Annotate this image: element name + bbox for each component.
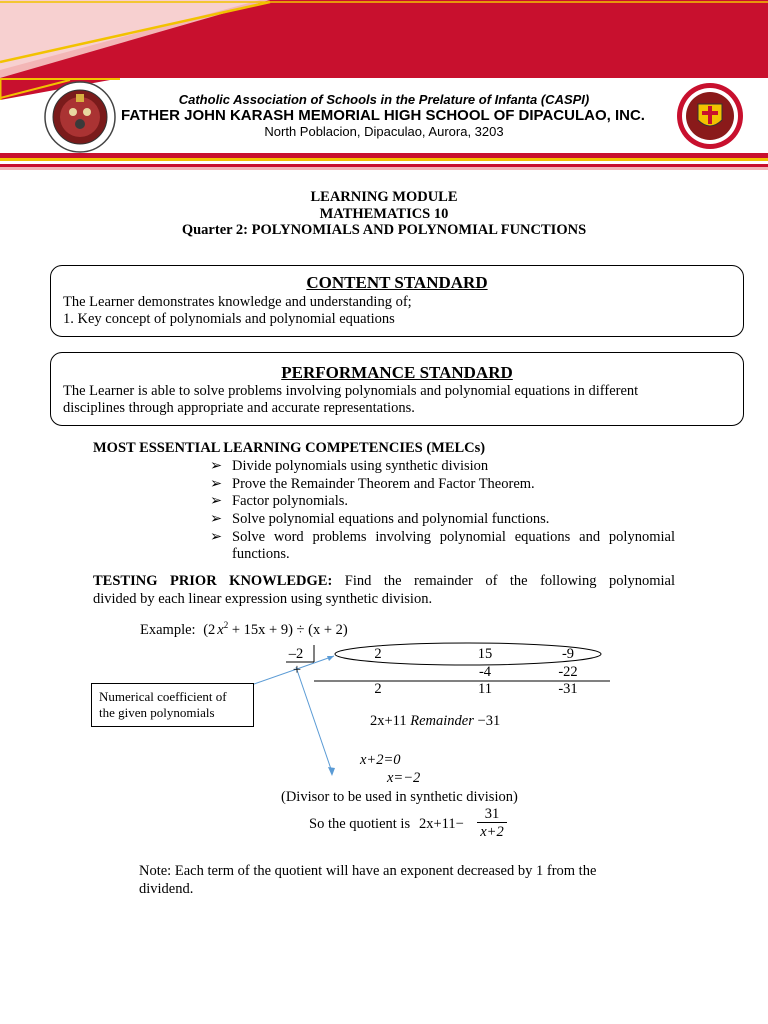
module-title: LEARNING MODULE [310, 189, 458, 205]
performance-standard-line1: The Learner is able to solve problems involving polynomials and polynomial equations in different [63, 383, 639, 399]
note-line1: Note: Each term of the quotient will have an exponent decreased by 1 from the [139, 863, 597, 879]
bullet-icon: ➢ [210, 493, 223, 509]
example-expr-b: + 15x + 9) ÷ (x + 2) [231, 621, 348, 638]
callout-line2: the given polynomials [99, 705, 215, 720]
bullet-icon: ➢ [210, 476, 223, 492]
coefficient-callout [91, 683, 254, 727]
divisor-equation: x+2=0 [360, 752, 401, 768]
quotient-remainder-line [370, 713, 500, 730]
example-exponent: 2 [223, 620, 229, 630]
module-subject: MATHEMATICS 10 [319, 206, 449, 222]
melc-item: Prove the Remainder Theorem and Factor Theorem. [232, 476, 535, 492]
quotient-expr: 2x+11 [370, 713, 407, 729]
melc-item: Factor polynomials. [232, 493, 348, 509]
coef-row2-b: -4 [478, 664, 492, 680]
melc-item: functions. [232, 546, 290, 562]
divisor-note: (Divisor to be used in synthetic division) [281, 789, 518, 805]
example-expr-a: (2 [203, 621, 216, 638]
testing-text2: divided by each linear expression using synthetic division. [93, 591, 433, 607]
fraction-numerator: 31 [477, 806, 507, 823]
coef-row2-c: -22 [558, 664, 578, 680]
callout-line1: Numerical coefficient of [99, 689, 227, 704]
testing-label: TESTING PRIOR KNOWLEDGE: [93, 573, 333, 589]
school-address: North Poblacion, Dipaculao, Aurora, 3203 [264, 124, 504, 139]
performance-standard-line2: disciplines through appropriate and accurate representations. [63, 400, 415, 416]
coef-row3-a: 2 [374, 681, 382, 697]
performance-standard-title: PERFORMANCE STANDARD [281, 363, 513, 382]
fraction [477, 806, 507, 841]
coef-row3-c: -31 [558, 681, 578, 697]
example-label: Example: [140, 621, 196, 638]
testing-text1: Find the remainder of the following polynomial [344, 573, 675, 589]
school-name: FATHER JOHN KARASH MEMORIAL HIGH SCHOOL OF DIPACULAO, INC. [121, 107, 645, 124]
remainder-word: Remainder [410, 713, 474, 729]
bullet-icon: ➢ [210, 458, 223, 474]
fraction-denominator: x+2 [480, 824, 504, 840]
content-standard-line1: The Learner demonstrates knowledge and understanding of; [63, 294, 412, 310]
melcs-heading: MOST ESSENTIAL LEARNING COMPETENCIES (MELCs) [93, 440, 486, 456]
module-quarter: Quarter 2: POLYNOMIALS AND POLYNOMIAL FUNCTIONS [181, 222, 587, 238]
remainder-value: −31 [477, 713, 501, 729]
so-text: So the quotient is [309, 816, 411, 832]
coef-row1-b: 15 [477, 646, 493, 662]
quotient-final-expr: 2x+11− [419, 816, 464, 832]
divisor-solution: x=−2 [387, 770, 421, 786]
content-standard-title: CONTENT STANDARD [306, 273, 488, 292]
content-standard-line2: 1. Key concept of polynomials and polynomial equations [63, 311, 395, 327]
note-line2: dividend. [139, 881, 194, 897]
divisor-value: –2 [288, 646, 304, 662]
coef-row1-a: 2 [374, 646, 382, 662]
melc-item: Solve polynomial equations and polynomial functions. [232, 511, 550, 527]
bullet-icon: ➢ [210, 511, 223, 527]
example-x: x [217, 621, 224, 638]
coef-row1-c: -9 [561, 646, 575, 662]
plus-sign: + [292, 662, 302, 678]
melc-item: Solve word problems involving polynomial equations and polynomial [232, 529, 675, 545]
bullet-icon: ➢ [210, 529, 223, 545]
coef-row3-b: 11 [478, 681, 492, 697]
association-name: Catholic Association of Schools in the Prelature of Infanta (CASPI) [178, 92, 590, 107]
melc-item: Divide polynomials using synthetic division [232, 458, 489, 474]
